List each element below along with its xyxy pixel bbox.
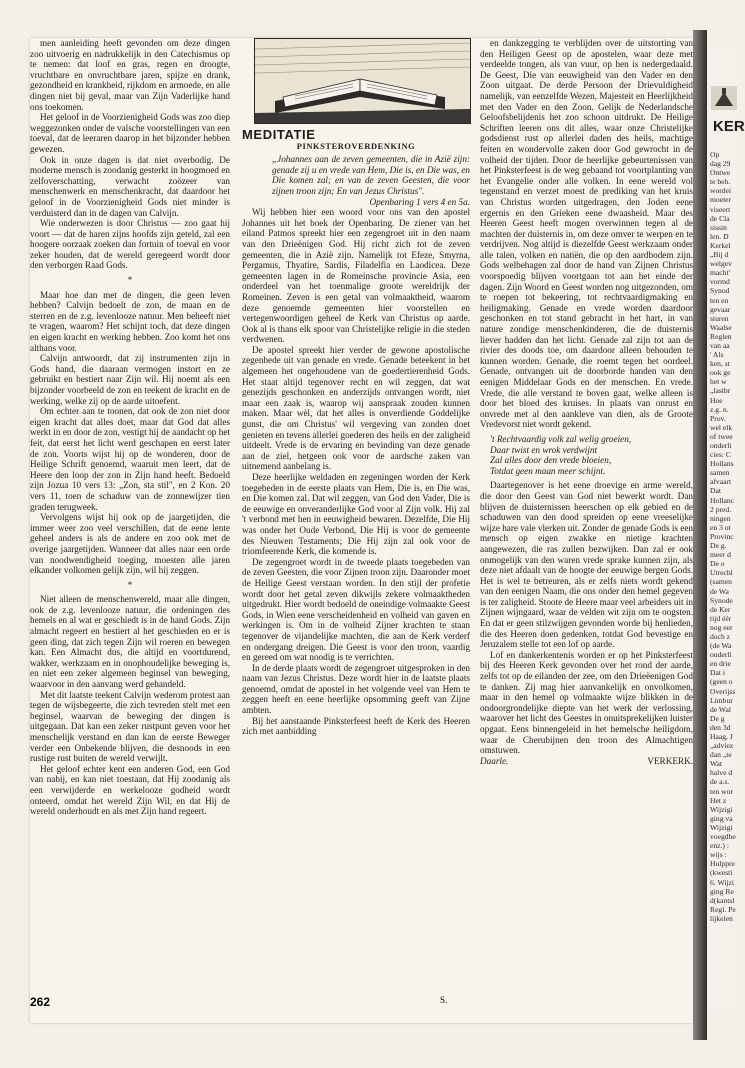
facing-page-line: „lastbr <box>710 386 731 396</box>
signature-author: VERKERK. <box>647 755 693 766</box>
facing-page-line: Synod <box>710 286 730 296</box>
paragraph: Maar hoe dan met de dingen, die geen leven hebben? Calvijn bedoelt de zon, de maan en de sterren en de z.g. levenlooze natuur. Men beheeft niet te vragen, waarom? Het schijnt toch, dat deze dingen en eigen kracht en werking hebben. Zoo komt het ons althans voor. <box>30 289 230 353</box>
facing-page-line: te beh. <box>710 177 731 187</box>
scripture-reference: Openbaring 1 vers 4 en 5a. <box>369 196 470 207</box>
facing-page-line: Op <box>710 150 720 159</box>
facing-page-line: dag 29 <box>710 159 731 169</box>
facing-page-heading: KER <box>713 118 745 135</box>
facing-page-line: (kwesti <box>710 868 733 878</box>
facing-page-line: Prov. <box>710 413 726 423</box>
paragraph: Het geloof echter kent een anderen God, een God van nabij, en kan niet toestaan, dat Hij zoodanig als een verwijderde en werkelooze godheid wordt onteerd, omdat het wereld Zijn Wil, en dat Hij de wereld onderhoudt en als met Zijn hand regeert. <box>30 763 230 817</box>
facing-page-line: d(kantsl <box>710 895 735 905</box>
article-signature <box>480 756 693 767</box>
paragraph: Niet alleen de menschenwereld, maar alle dingen, ook de z.g. levenlooze natuur, die ordeningen des hemels en al wat er geschiedt is in de hand Gods. Zijn almacht regeert en bestiert al het geschieden en er is geen ding, dat zich tegen Zijn wil roeren en bewegen kan. Een Almacht dus, die altijd en voortdurend, wakker, werkzaam en in onophoudelijke beweging is, en niet een zeker algemeen beginsel van beweging, waarvoor in den aanvang werd gehandeld. <box>30 594 230 690</box>
facing-page-line: sissin <box>710 222 727 232</box>
facing-page-line: welgev <box>710 259 732 269</box>
paragraph: men aanleiding heeft gevonden om deze dingen zoo uitvoerig en nadrukkelijk in den Catechismus op te nemen: dat loof en gras, regen en droogte, vruchtbare en onvruchtbare jaren, spijze en drank, gezondheid en krankheid, rijkdom en armoede, en alle dingen niet bij geval, maar van Zijn Vaderlijke hand ons toekomen. <box>30 38 230 112</box>
facing-page-line: Ontwe <box>710 168 731 178</box>
facing-page-line: of twee <box>710 431 733 441</box>
facing-page-line: z.g. n. <box>710 404 729 414</box>
scripture-verse: „Johannes aan de zeven gemeenten, die in Azië zijn: genade zij u en vrede van Hem, Die is, en Die was, en Die komen zal; en van de zeven Geesten, die voor zijnen troon zijn; En van Jezus Christus". <box>272 154 470 196</box>
facing-page-line: de Wa <box>710 586 729 596</box>
facing-page-line: enz.) : <box>710 841 729 851</box>
facing-page-line: moeter <box>710 195 732 205</box>
facing-page-line: ging Re <box>710 886 734 896</box>
paragraph: Het geloof in de Voorzienigheid Gods was zoo diep weggezonken onder de valsche voorstellingen van een toeval, dat de leeraren daarop in het bijzonder hebben gewezen. <box>30 112 231 154</box>
facing-page-line: ten wor <box>710 786 733 796</box>
open-book-icon <box>255 39 470 123</box>
facing-page-line: van aa <box>710 340 730 350</box>
facing-page-line: viseert <box>710 204 731 214</box>
facing-page-line: (samen <box>710 577 732 587</box>
facing-page-line: ningen <box>710 513 731 523</box>
facing-page-fragment <box>707 46 745 1011</box>
paragraph: en dankzegging te verblijden over de uitstorting van den Heiligen Geest op de apostelen, waar deze met verdeelde tongen, als van vuur, op hen is nedergedaald. De Geest, Die van eeuwigheid van den Vader en den Zoon uitgaat. De derde Persoon der Drievuldigheid namelijk, van eenzelfde Wezen, Majesteit en Heerlijkheid met den Vader en den Zoon. Gelijk de Nederlandsche Geloofsbelijdenis het zoo schoon uitdrukt. De Heilige Schriften leeren ons dit alles, waar onze Christelijke godsdienst rust op allerlei daden des heils, machtige feiten en wondervolle zaken door God gewrocht in de volheid der tijden. Door de heerlijke gebeurtenissen van het Pinksterfeest is de weg gebaand tot voortplanting van het Evangelie onder alle volken. In eene wereld vol tegenstand en verzet moest de prediking van het kruis van Christus worden uitgedragen, den Joden eene ergernis en den Grieken eene dwaasheid. Maar des Heeren Geest heeft mogen overwinnen tegen al de machten der duisternis in, om deze omver te werpen en te verdrijven. Nog altijd is diezelfde Geest werkzaam onder alle talen, volken en natiën, die op den aardbodem zijn. Gods welbehagen zal door de hand van Zijnen Christus voorspoedig blijven voortgaan tot aan het einde der dagen. Zijn Woord en Geest worden nog uitgezonden, om te roepen tot bekeering, tot rechtvaardigmaking en heiligmaking. Genade en vrede worden daardoor geschonken en tot stand gebracht in het hart, in van nature zondige menschenkinderen, die de duisternis liever hadden dan het licht. Genade zal zijn tot aan de rivier des doods toe, om daardoor alleen behouden te kunnen worden. Genade, die roemt tegen het oordeel. Genade, ontvangen uit de doorborde handen van den eenigen Middelaar Gods en der menschen. En vrede. Vrede, die alle verstand te boven gaat, welke alleen is door het bloed des kruises. In plaats van onrust en onvrede met al den aankleve van dien, als de Groote Vredevorst niet wordt gekend. <box>480 38 693 430</box>
facing-page-line: gevaar <box>710 304 731 314</box>
book-gutter <box>693 30 707 1040</box>
facing-page-line: Reglen <box>710 331 732 341</box>
facing-page-line: wel elk <box>710 422 733 432</box>
facing-page-line: macht' <box>710 268 730 278</box>
facing-page-line: Wijzigi <box>710 804 733 814</box>
facing-page-line: „Bij d <box>710 250 729 260</box>
facing-page-line: Waalse <box>710 322 732 332</box>
facing-page-line: Regl. Pe <box>710 904 736 914</box>
facing-page-line: de Ker <box>710 604 731 614</box>
facing-page-line: ' Als <box>710 350 724 360</box>
facing-page-line: (geen o <box>710 677 733 687</box>
facing-page-line: het w <box>710 377 727 387</box>
signoff-initial: S. <box>440 995 448 1005</box>
page-number: 262 <box>30 995 51 1009</box>
facing-page-line: Dat i <box>710 668 725 678</box>
facing-page-line: dan „te <box>710 750 732 760</box>
church-illustration-icon <box>711 86 737 110</box>
poem-stanza <box>480 434 693 476</box>
facing-page-line: nog eer <box>710 622 733 632</box>
facing-page-line: ouderli <box>710 650 732 660</box>
paragraph: In de derde plaats wordt de zegengroet uitgesproken in den naam van Jezus Christus. Deze wordt hier in de laatste plaats genoemd, omdat de apostel in het volgende veel van Hem te zeggen heeft en eene heerlijke opsomming geeft van Zijne ambten. <box>242 662 470 716</box>
facing-page-line: doch z <box>710 631 731 641</box>
facing-page-line: 2 pred. <box>710 504 732 514</box>
poem-line: 't Rechtvaardig volk zal welig groeien, <box>490 433 632 444</box>
facing-page-line: onderli <box>710 441 732 450</box>
poem-line: Daar twist en wrok verdwijnt <box>490 444 598 455</box>
facing-page-line: Hulppre <box>710 859 735 869</box>
facing-page-line: Hollanc <box>710 495 735 505</box>
facing-page-line: ken, st <box>710 359 730 369</box>
paragraph: Wie onderwezen is door Christus — zoo gaat hij voort — dat de haren zijns hoofds zijn geteld, zal een hoogere oorzaak zoeken dan fortuin of toeval en voor zeker houden, dat de wereld geregeerd wordt door den verborgen Raad Gods. <box>30 218 230 271</box>
facing-page-line: en 3 ot <box>710 522 731 532</box>
facing-page-line: De g. <box>710 541 727 551</box>
facing-page-line: Overijss <box>710 686 736 696</box>
facing-page-text <box>710 150 736 923</box>
facing-page-line: len. D <box>710 231 729 241</box>
poem-line: Zal alles door den vrede bloeien, <box>490 455 612 466</box>
magazine-page <box>30 38 693 1023</box>
column-3 <box>480 38 693 766</box>
facing-page-line: 6. Wijzi <box>710 877 735 887</box>
paragraph: De zegengroet wordt in de tweede plaats toegebeden van de zeven Geesten, die voor Zijnen troon zijn. Daaronder moet de Heilige Geest verstaan worden. In den stijl der profetie wordt door het getal zeven dikwijls zekere volmaaktheden uitgedrukt. Hier wordt bedoeld de oneindige volmaakte Geest Gods, in Wien eene verscheidenheid en volheid van gaven en werkingen is. Om in de volheid Zijner krachten te staan tegenover de vijandelijke machten, die aan de Kerk verderf en ondergang dreigen. Die Geest is voor den troon, vaardig en gereed om wat noodig is te verrichten. <box>242 556 470 663</box>
meditation-subtitle: PINKSTEROVERDENKING <box>296 141 416 151</box>
facing-page-line: Wijzigi <box>710 822 733 832</box>
facing-page-line: afvaart <box>710 477 732 487</box>
paragraph: Daartegenover is het eene droevige en arme wereld, die door den Geest van God niet bewerkt wordt. Dan blijven de duisternissen heerschen op elk gebied en de schaduwen van den dood spreiden op eene vreeselijke wijze hare vale vlerken uit. Zonder de genade Gods is een mensch op eigen zwakke en nietige krachten aangewezen, die ras zullen bezwijken. Dan zal er ook onmogelijk van den waren vrede sprake kunnen zijn, als deze niet afdaalt van de hoogte der eeuwige bergen Gods. Het is wel te betreuren, als er zelfs niets wordt gekend van den eenigen Naam, die ons onder den hemel gegeven is ter zaligheid. Stoote de Heere maar veel arbeiders uit in Zijnen wijngaard, waar de velden wit zijn om te oogsten. En dat er geen stilzwijgen gevonden worde bij henlieden, die des Heeren doen gedenken, totdat God bevestige en Jeruzalem stelle tot een lof op aarde. <box>480 480 694 650</box>
facing-page-line: lijkelen <box>710 913 733 923</box>
paragraph: Vervolgens wijst hij ook op de jaargetijden, die immer weer zoo veel verschillen, dat de eene lente geheel anders is als de andere en zoo ook met de overige jaargetijden. Wanneer dat alles naar een orde van noodwendigheid toeging, moesten alle jaren elkander volkomen gelijk zijn, wil hij zeggen. <box>30 512 230 576</box>
open-bible-illustration <box>254 38 471 124</box>
section-separator: * <box>127 579 133 590</box>
facing-page-line: meer d <box>710 550 731 560</box>
paragraph: Deze heerlijke weldaden en zegeningen worden der Kerk toegebeden in de eerste plaats van Hem, Die is, en Die was, en Die komen zal. Dat wil zeggen, van God den Vader, Die is de eeuwige en onveranderlijke God voor al Zijn volk. Hij zal 't verbond met hen in eeuwigheid bewaren. Dezelfde, Die Hij was onder het Oude Verbond, Die Hij is voor de gemeente des Nieuwen Testaments; Die Hij zijn zal ook voor de triomfeerende Kerk, die komende is. <box>242 472 470 557</box>
paragraph: De apostel spreekt hier verder de gewone apostolische zegenbede uit van genade en vrede. Genade beteekent in het algemeen het ongehoudene van de goedertierenheid Gods. Het staat altijd tegenover recht en wil zeggen, dat wat genezijds geschonken en anderzijds ontvangen wordt, niet maar een zaak is, waarop wij aanspraak zouden kunnen maken. Maar wèl, dat het alles is onverdiende Goddelijke gunst, die om Christus' wil vergeving van zonden doet genieten en tevens allerlei goederen des heils en der zaligheid uitdeelt. Vrede is de ervaring en bevinding van deze genade aan de ziel, hetgeen ook voor de aardsche zaken van uitnemend aanbelang is. <box>242 344 470 472</box>
column-1 <box>30 38 230 817</box>
facing-page-line: Limbur <box>710 695 733 705</box>
facing-page-line: De g <box>710 713 725 723</box>
section-separator: * <box>127 275 133 286</box>
facing-page-line: de Wal <box>710 704 731 714</box>
facing-page-line: sturen <box>710 313 729 323</box>
facing-page-line: De o <box>710 559 725 569</box>
facing-page-line: wijs : <box>710 850 727 860</box>
facing-page-line: samen <box>710 468 730 478</box>
paragraph: Ook in onze dagen is dat niet overbodig. De moderne mensch is zoodanig gesterkt in hoogmoed en zelfoverschatting, verwacht zoözeer van menschenwerk en menschenkracht, dat daardoor het geloof in de Voorzienigheid Gods niet minder is verduisterd dan in de dagen van Calvijn. <box>30 154 230 218</box>
facing-page-line: Synode <box>710 595 733 605</box>
paragraph: Om echter aan te toonen, dat ook de zon niet door eigen kracht dat alles doet, maar dat God dat alles werkt in en door de zon, vestigt hij de aandacht op het feit, dat eerst het licht werd geschapen en eerst later de zon. Voorts wijst hij op de wonderen, door de Heilige Schrift genoemd, waaruit men leert, dat de Heere den loop der zon in Zijn hand heeft. Bedoeld zijn Jozua 10 vers 13: „Zon, sta stil", en 2 Kon. 20 vers 11, toen de schaduw van de zonnewijzer tien graden terugweek. <box>30 406 230 512</box>
facing-page-line: „adviez <box>710 741 734 751</box>
facing-page-line: (de Wa <box>710 641 732 651</box>
facing-page-line: halve d <box>710 768 733 778</box>
facing-page-line: Hollans <box>710 459 734 469</box>
facing-page-line: Wat <box>710 759 723 769</box>
signature-place: Daarle. <box>480 755 509 766</box>
paragraph: Bij het aanstaande Pinksterfeest heeft de Kerk des Heeren zich met aanbidding <box>242 715 470 737</box>
column-2 <box>242 38 470 737</box>
paragraph: Wij hebben hier een woord voor ons van den apostel Johannes uit het boek der Openbaring. De ziener van het eiland Patmos spreekt hier een zegengroet uit in den naam van den Drieënigen God. Hij richt zich tot de zeven gemeenten, die in Azië zijn. Namelijk tot Efeze, Smyrna, Pergamus, Thyatire, Sardis, Filadelfia en Laodicea. Deze gemeenten lagen in de Romeinsche provincie Asia, een onderdeel van het toenmalige groote wereldrijk der Romeinen. Zeven is een getal van volmaaktheid, waarom deze genoemde gemeenten hier voorstellen en vertegenwoordigen geheel de Kerk van Christus op aarde. Ook al is thans elk spoor van Christelijke religie in die steden verdwenen. <box>242 207 470 345</box>
facing-page-line: ook ge <box>710 368 731 378</box>
facing-page-line: Het z <box>710 795 727 805</box>
poem-line: Totdat geen maan meer schijnt. <box>490 465 606 476</box>
facing-page-line: cies: C <box>710 450 731 460</box>
facing-page-line: Haag, J <box>710 732 733 741</box>
facing-page-line: de a.s. <box>710 777 730 787</box>
facing-page-line: Kerkel <box>710 240 731 250</box>
facing-page-line: wordei <box>710 186 732 196</box>
paragraph: Calvijn antwoordt, dat zij instrumenten zijn in Gods hand, die daaraan vermogen instort en ze gebruikt en bestiert naar Zijn wil. Hij noemt als een bijzonder voorbeeld de zon en teekent de kracht en de werking, welke zij op de aarde uitoefent. <box>30 353 230 406</box>
facing-page-line: ging va <box>710 813 733 823</box>
facing-page-line: Provinc <box>710 531 734 541</box>
paragraph: Met dit laatste teekent Calvijn wederom protest aan tegen de wijsbegeerte, die zich tevreden stelt met een beginsel, waarvan de beweging der dingen is uitgegaan. Dat kan een zeker rustpunt geven voor het menschelijk verstand en dan kan de eerste Beweger verder een Onbekende blijven, die desnoods in een rustige rust buiten de wereld verwijlt. <box>30 689 230 764</box>
paragraph: Lof en dankerkentenis worden er op het Pinksterfeest bij des Heeren Kerk gevonden over het rond der aarde, zelfs tot op de eilanden der zee, om den Drieëenigen God te danken. Zij mag hier aanvankelijk en onvolkomen, maar in den hemel op volmaakte wijze blikken in de ondoorgrondelijke diepte van het werk der verlossing, waarover het licht des Geestes in onuitsprekelijken luister opgaat. Eens binnengeleid in het hemelsche heiligdom, waar de Cherubijnen den troon des Almachtigen omstuwen. <box>480 649 693 756</box>
facing-page-line: voegdhe <box>710 832 736 842</box>
meditation-heading: MEDITATIE <box>242 127 316 142</box>
facing-page-line: vormd <box>710 277 730 287</box>
facing-page-line: en drie <box>710 659 731 669</box>
facing-page-line: Utrechl <box>710 568 733 578</box>
facing-page-line: de Cla <box>710 213 730 223</box>
facing-page-line: Dat <box>710 486 721 496</box>
facing-page-line: Hoe <box>710 395 723 405</box>
facing-page-line: tijd éér <box>710 613 732 623</box>
facing-page-line: den 3d <box>710 722 731 732</box>
facing-page-line: ten en <box>710 295 729 305</box>
